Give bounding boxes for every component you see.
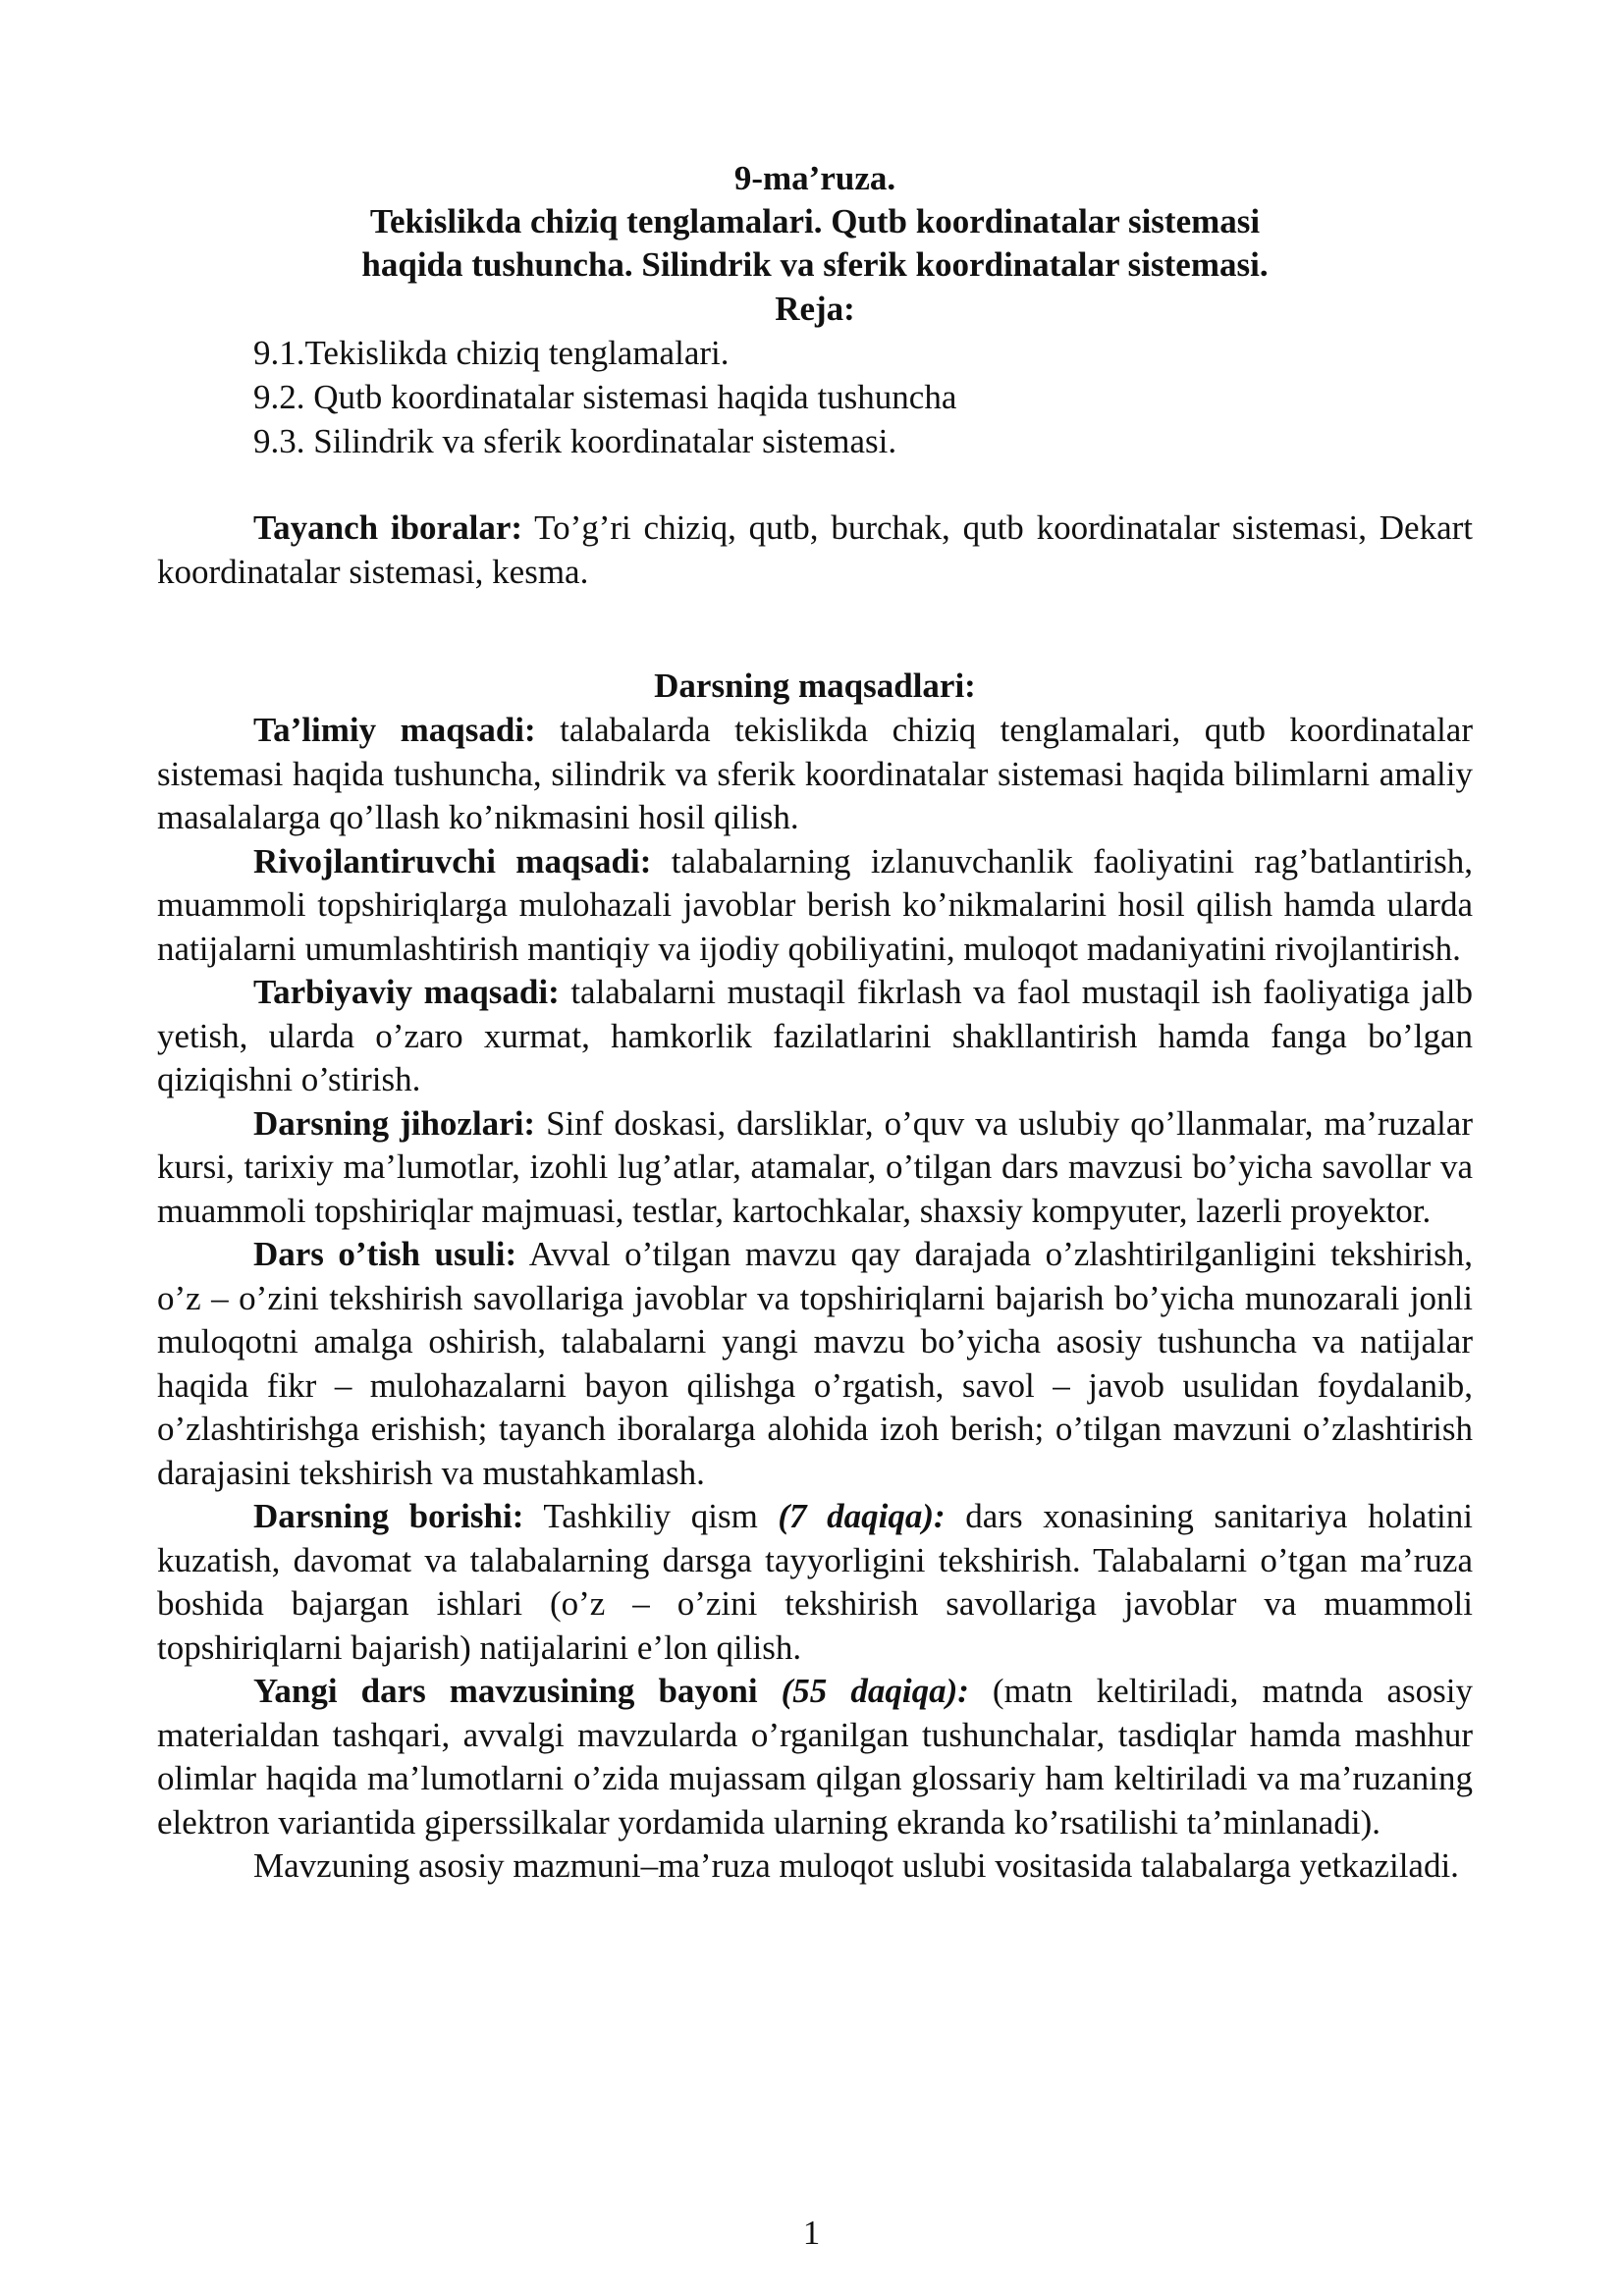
educational-goal-paragraph (157, 709, 1473, 840)
plan-item: 9.2. Qutb koordinatalar sistemasi haqida tushuncha (253, 378, 957, 416)
lecture-title-line2: haqida tushuncha. Silindrik va sferik koordinatalar sistemasi. (361, 245, 1269, 284)
developmental-goal-label: Rivojlantiruvchi maqsadi: (253, 841, 652, 881)
new-topic-time: (55 daqiqa): (781, 1672, 969, 1710)
equipment-text: Sinf doskasi, darsliklar, o’quv va uslubiy qo’llanmalar, ma’ruzalar kursi, tarixiy ma’lumotlar, izohli lug’atlar, atamalar, o’tilgan dars mavzusi bo’yicha savollar va muammoli topshiriqlar majmuasi, testlar, kartochkalar, shaxsiy kompyuter, lazerli proyektor. (157, 1103, 1474, 1230)
new-topic-paragraph (157, 1670, 1473, 1844)
lecture-number: 9-ma’ruza. (733, 159, 896, 197)
progress-label: Darsning borishi: (253, 1497, 524, 1535)
progress-time: (7 daqiqa): (778, 1497, 946, 1535)
method-label: Dars o’tish usuli: (253, 1235, 517, 1273)
plan-item: 9.1.Tekislikda chiziq tenglamalari. (253, 334, 730, 372)
developmental-goal-text: talabalarning izlanuvchanlik faoliyatini rag’batlantirish, muammoli topshiriqlarga mulohazali javoblar berish ko’nikmalarini hosil qilish hamda ularda natijalarni umumlashtirish mantiqiy va ijodiy qobiliyatini, muloqot madaniyatini rivojlantirish. (157, 841, 1473, 968)
keywords-label: Tayanch iboralar: (253, 508, 523, 547)
progress-text-before: Tashkiliy qism (523, 1497, 779, 1535)
educational-goal-label: Ta’limiy maqsadi: (253, 711, 536, 749)
lecture-title-line1: Tekislikda chiziq tenglamalari. Qutb koordinatalar sistemasi (369, 202, 1261, 240)
method-paragraph (157, 1233, 1473, 1495)
equipment-paragraph (157, 1102, 1473, 1234)
new-topic-text: (matn keltiriladi, matnda asosiy materialdan tashqari, avvalgi mavzularda o’rganilgan tushunchalar, tasdiqlar hamda mashhur olimlar haqida ma’lumotlarni o’zida mujassam qilgan glossariy ham keltiriladi va ma’ruzaning elektron variantida giperssilkalar yordamida ularning ekranda ko’rsatilishi ta’minlanadi). (157, 1672, 1473, 1842)
keywords-block (157, 507, 1473, 594)
developmental-goal-paragraph (157, 840, 1473, 972)
keywords-text: To’g’ri chiziq, qutb, burchak, qutb koordinatalar sistemasi, Dekart koordinatalar sistemasi, kesma. (157, 508, 1473, 591)
upbringing-goal-label: Tarbiyaviy maqsadi: (253, 973, 560, 1011)
upbringing-goal-paragraph (157, 971, 1473, 1102)
progress-paragraph (157, 1495, 1473, 1670)
upbringing-goal-text: talabalarni mustaqil fikrlash va faol mustaqil ish faoliyatiga jalb yetish, ularda o’zaro xurmat, hamkorlik fazilatlarini shakllantirish hamda fanga bo’lgan qiziqishni o’stirish. (157, 973, 1474, 1098)
progress-text-after: dars xonasining sanitariya holatini kuzatish, davomat va talabalarning darsga tayyorligini tekshirish. Talabalarni o’tgan ma’ruza boshida bajargan ishlari (o’z – o’zini tekshirish savollariga javoblar va muammoli topshiriqlarni bajarish) natijalarini e’lon qilish. (157, 1497, 1474, 1667)
goals-body (157, 709, 1473, 1889)
keywords-paragraph (157, 507, 1473, 594)
goals-heading: Darsning maqsadlari: (654, 667, 976, 705)
new-topic-label: Yangi dars mavzusining bayoni (253, 1672, 758, 1710)
main-content-paragraph: Mavzuning asosiy mazmuni–ma’ruza muloqot uslubi vositasida talabalarga yetkaziladi. (253, 1846, 1459, 1885)
page-number: 1 (802, 2214, 821, 2252)
plan-heading: Reja: (775, 290, 855, 328)
method-text: Avval o’tilgan mavzu qay darajada o’zlashtirilganligini tekshirish, o’z – o’zini tekshirish savollariga javoblar va topshiriqlarni bajarish bo’yicha munozarali jonli muloqotni amalga oshirish, talabalarni yangi mavzu bo’yicha asosiy tushuncha va natijalar haqida fikr – mulohazalarni bayon qilishga o’rgatish, savol – javob usulidan foydalanib, o’zlashtirishga erishish; tayanch iboralarga alohida izoh berish; o’tilgan mavzuni o’zlashtirish darajasini tekshirish va mustahkamlash. (157, 1235, 1473, 1492)
educational-goal-text: talabalarda tekislikda chiziq tenglamalari, qutb koordinatalar sistemasi haqida tushuncha, silindrik va sferik koordinatalar sistemasi haqida bilimlarni amaliy masalalarga qo’llash ko’nikmasini hosil qilish. (157, 711, 1473, 836)
plan-item: 9.3. Silindrik va sferik koordinatalar sistemasi. (253, 422, 897, 460)
equipment-label: Darsning jihozlari: (253, 1103, 536, 1143)
